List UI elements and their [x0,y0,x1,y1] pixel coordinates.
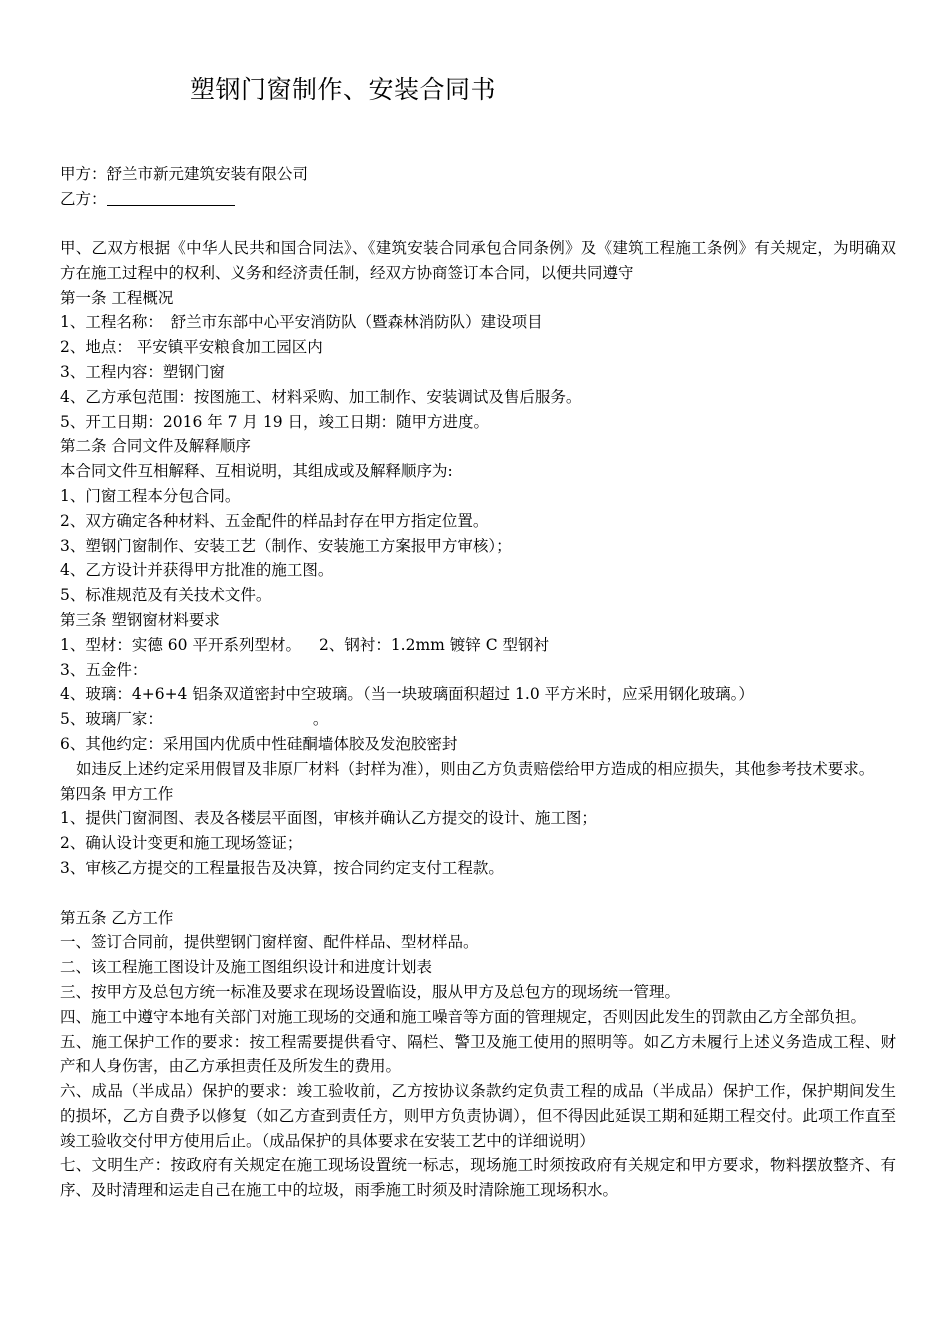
art5-para-6: 六、成品（半成品）保护的要求：竣工验收前，乙方按协议条款约定负责工程的成品（半成品）保护工作，保护期间发生的损坏，乙方自费予以修复（如乙方查到责任方，则甲方负责协调），但不得因此延误工期和延期工程交付。此项工作直至竣工验收交付甲方使用后止。（成品保护的具体要求在安装工艺中的详细说明） [60,1082,896,1150]
art2-item: 4、乙方设计并获得甲方批准的施工图。 [60,561,334,580]
art1-item: 4、乙方承包范围：按图施工、材料采购、加工制作、安装调试及售后服务。 [60,387,582,406]
art3-item-5 [60,707,896,732]
art3-item-1 [60,633,896,658]
art1-item: 1、工程名称： 舒兰市东部中心平安消防队（暨森林消防队）建设项目 [60,313,543,332]
contract-body [60,236,896,1203]
party-a: 甲方：舒兰市新元建筑安装有限公司 [60,165,309,183]
art3-item-5-label: 5、玻璃厂家： [60,710,163,729]
art5-item: 一、签订合同前，提供塑钢门窗样窗、配件样品、型材样品。 [60,933,479,952]
art4-heading: 第四条 甲方工作 [60,784,174,803]
art3-item-steel: 2、钢衬：1.2mm 镀锌 C 型钢衬 [318,635,550,654]
art1-item: 2、地点： 平安镇平安粮食加工园区内 [60,338,323,357]
art1-item: 5、开工日期：2016 年 7 月 19 日，竣工日期：随甲方进度。 [60,412,490,431]
art5-para-5: 五、施工保护工作的要求：按工程需要提供看守、隔栏、警卫及施工使用的照明等。如乙方未履行上述义务造成工程、财产和人身伤害，由乙方承担责任及所发生的费用。 [60,1032,896,1076]
party-b [60,187,896,212]
art2-item: 1、门窗工程本分包合同。 [60,486,241,505]
party-b-blank-line [107,189,235,206]
art2-heading: 第二条 合同文件及解释顺序 [60,437,251,456]
art2-item: 3、塑钢门窗制作、安装工艺（制作、安装施工方案报甲方审核）； [60,536,512,555]
art2-item: 5、标准规范及有关技术文件。 [60,586,272,605]
art4-item: 1、提供门窗洞图、表及各楼层平面图，审核并确认乙方提交的设计、施工图； [60,809,597,828]
art3-item-3: 3、五金件： [60,660,148,679]
art1-item: 3、工程内容：塑钢门窗 [60,362,225,381]
art3-item-4: 4、玻璃：4+6+4 铝条双道密封中空玻璃。（当一块玻璃面积超过 1.0 平方米时，应采用钢化玻璃。） [60,685,754,704]
art4-item: 2、确认设计变更和施工现场签证； [60,834,303,853]
blank-line [60,881,896,906]
party-b-label: 乙方： [60,189,107,208]
parties-block [60,162,896,212]
art1-heading: 第一条 工程概况 [60,288,174,307]
art5-item: 三、按甲方及总包方统一标准及要求在现场设置临设，服从甲方及总包方的现场统一管理。 [60,982,681,1001]
art2-item: 2、双方确定各种材料、五金配件的样品封存在甲方指定位置。 [60,511,489,530]
art5-item: 二、该工程施工图设计及施工图组织设计和进度计划表 [60,958,433,977]
art3-item-profile: 1、型材：实德 60 平开系列型材。 [60,635,301,654]
art5-para-4: 四、施工中遵守本地有关部门对施工现场的交通和施工噪音等方面的管理规定，否则因此发生的罚款由乙方全部负担。 [60,1007,867,1026]
document-title: 塑钢门窗制作、安装合同书 [190,75,497,104]
art2-lead: 本合同文件互相解释、互相说明，其组成或及解释顺序为: [60,462,453,481]
intro-paragraph: 甲、乙双方根据《中华人民共和国合同法》、《建筑安装合同承包合同条例》及《建筑工程施工条例》有关规定，为明确双方在施工过程中的权利、义务和经济责任制，经双方协商签订本合同，以便共同遵守 [60,239,896,282]
art3-note: 如违反上述约定采用假冒及非原厂材料（封样为准），则由乙方负责赔偿给甲方造成的相应损失，其他参考技术要求。 [76,759,875,778]
art4-item: 3、审核乙方提交的工程量报告及决算，按合同约定支付工程款。 [60,858,504,877]
art5-para-7: 七、文明生产：按政府有关规定在施工现场设置统一标志，现场施工时须按政府有关规定和甲方要求，物料摆放整齐、有序、及时清理和运走自己在施工中的垃圾，雨季施工时须及时清除施工现场积水。 [60,1156,896,1200]
art5-heading: 第五条 乙方工作 [60,908,174,927]
art3-item-5-end: 。 [312,710,329,729]
art3-item-6: 6、其他约定：采用国内优质中性硅酮墙体胶及发泡胶密封 [60,734,458,753]
art3-heading: 第三条 塑钢窗材料要求 [60,610,220,629]
